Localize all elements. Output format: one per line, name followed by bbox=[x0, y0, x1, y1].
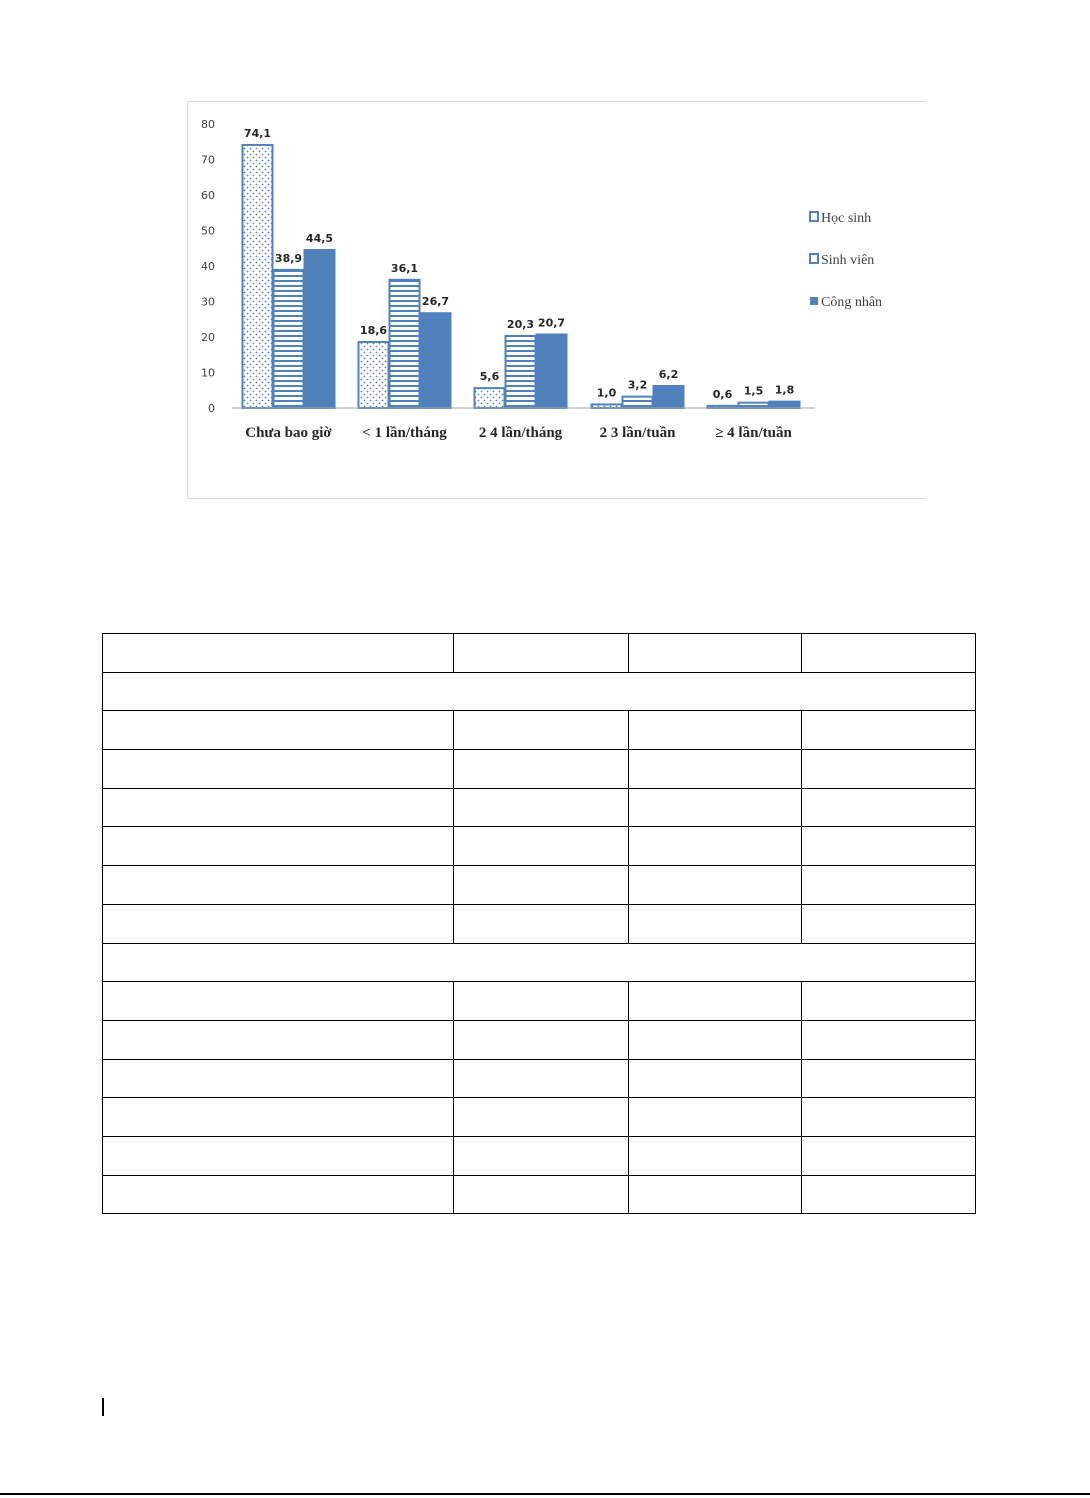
table-cell bbox=[454, 711, 629, 750]
table-cell bbox=[454, 788, 629, 827]
table-cell bbox=[629, 904, 802, 943]
x-axis bbox=[232, 408, 815, 441]
table-cell bbox=[103, 982, 454, 1021]
table-cell bbox=[802, 788, 976, 827]
table-row bbox=[103, 711, 976, 750]
table-row bbox=[103, 1020, 976, 1059]
table-cell bbox=[802, 711, 976, 750]
table-cell bbox=[629, 1175, 802, 1214]
table-cell bbox=[629, 750, 802, 789]
y-axis bbox=[201, 118, 215, 415]
table-row bbox=[103, 634, 976, 673]
table-cell bbox=[103, 1175, 454, 1214]
bottom-rule bbox=[0, 1493, 1090, 1495]
data-table bbox=[102, 633, 976, 1214]
x-category-label: 2 4 lần/tháng bbox=[478, 425, 563, 441]
x-category-label: Chưa bao giờ bbox=[245, 425, 332, 441]
y-tick-label: 0 bbox=[208, 402, 215, 415]
table-row bbox=[103, 1059, 976, 1098]
legend-swatch bbox=[810, 212, 818, 221]
table-row bbox=[103, 827, 976, 866]
table-cell bbox=[802, 1059, 976, 1098]
table-cell bbox=[629, 711, 802, 750]
table-cell bbox=[103, 750, 454, 789]
table-cell bbox=[454, 904, 629, 943]
table-cell bbox=[802, 1020, 976, 1059]
table-cell bbox=[103, 1136, 454, 1175]
table-row bbox=[103, 1175, 976, 1214]
bar-công-nhân bbox=[305, 250, 335, 408]
bar-value-label: 44,5 bbox=[305, 232, 334, 246]
table-cell bbox=[103, 827, 454, 866]
table-row bbox=[103, 1136, 976, 1175]
table-cell bbox=[103, 711, 454, 750]
bar-học-sinh bbox=[475, 388, 505, 408]
table-cell bbox=[103, 1020, 454, 1059]
table-cell bbox=[802, 750, 976, 789]
bar-value-label: 74,1 bbox=[243, 126, 272, 140]
table-cell bbox=[103, 904, 454, 943]
table-cell bbox=[802, 982, 976, 1021]
table-cell bbox=[103, 634, 454, 673]
grouped-bar-chart bbox=[0, 0, 1090, 520]
bar-value-label: 26,7 bbox=[421, 295, 450, 309]
table-cell bbox=[454, 1136, 629, 1175]
bar-value-label: 1,0 bbox=[596, 386, 617, 400]
legend-swatch bbox=[810, 254, 818, 263]
table-row bbox=[103, 904, 976, 943]
table-cell bbox=[802, 904, 976, 943]
bar-học-sinh bbox=[243, 145, 273, 408]
page-marker bbox=[102, 1398, 104, 1416]
y-tick-label: 60 bbox=[201, 189, 215, 202]
table-row bbox=[103, 982, 976, 1021]
table-row bbox=[103, 866, 976, 905]
table-cell bbox=[802, 1136, 976, 1175]
bar-value-label: 5,6 bbox=[479, 370, 500, 384]
table-cell bbox=[103, 866, 454, 905]
table-cell bbox=[802, 1175, 976, 1214]
bar-value-label: 36,1 bbox=[390, 261, 419, 275]
table-cell bbox=[629, 1020, 802, 1059]
table-cell bbox=[629, 1098, 802, 1137]
table-section-header bbox=[103, 672, 976, 711]
table-cell bbox=[802, 827, 976, 866]
bar-sinh-viên bbox=[274, 270, 304, 408]
bar-value-label: 6,2 bbox=[658, 367, 679, 381]
x-category-label: 2 3 lần/tuần bbox=[599, 425, 676, 441]
table-cell bbox=[454, 1175, 629, 1214]
bar-value-label: 38,9 bbox=[274, 251, 303, 265]
table-cell bbox=[629, 827, 802, 866]
y-tick-label: 50 bbox=[201, 224, 215, 238]
table-cell bbox=[802, 634, 976, 673]
table-cell bbox=[454, 827, 629, 866]
table-section-header-row bbox=[103, 943, 976, 982]
bar-value-label: 0,6 bbox=[712, 387, 733, 401]
table-row bbox=[103, 750, 976, 789]
table-cell bbox=[802, 866, 976, 905]
table-cell bbox=[454, 866, 629, 905]
table-row bbox=[103, 788, 976, 827]
table-section-header bbox=[103, 943, 976, 982]
table-section-header-row bbox=[103, 672, 976, 711]
y-tick-label: 30 bbox=[201, 295, 215, 309]
table-cell bbox=[629, 866, 802, 905]
table-cell bbox=[454, 634, 629, 673]
bars bbox=[243, 145, 800, 408]
bar-value-label: 1,8 bbox=[774, 383, 795, 397]
bar-value-label: 18,6 bbox=[359, 323, 388, 337]
y-tick-label: 10 bbox=[201, 366, 215, 380]
table-cell bbox=[103, 1098, 454, 1137]
legend-label: Học sinh bbox=[821, 211, 872, 226]
y-tick-label: 40 bbox=[201, 260, 215, 273]
y-tick-label: 20 bbox=[201, 331, 215, 344]
bar-học-sinh bbox=[592, 404, 622, 408]
table-cell bbox=[454, 1059, 629, 1098]
bar-sinh-viên bbox=[506, 336, 536, 408]
bar-value-label: 20,3 bbox=[506, 317, 535, 331]
x-category-label: ≥ 4 lần/tuần bbox=[715, 425, 792, 441]
table-cell bbox=[103, 1059, 454, 1098]
bar-công-nhân bbox=[421, 313, 451, 408]
table-cell bbox=[454, 750, 629, 789]
legend-label: Công nhân bbox=[821, 295, 883, 310]
table-cell bbox=[103, 788, 454, 827]
bar-học-sinh bbox=[359, 342, 389, 408]
table-cell bbox=[629, 788, 802, 827]
table-cell bbox=[629, 982, 802, 1021]
bar-sinh-viên bbox=[390, 280, 420, 408]
table-cell bbox=[629, 1136, 802, 1175]
y-tick-label: 70 bbox=[201, 153, 215, 167]
bar-công-nhân bbox=[654, 386, 684, 408]
bar-sinh-viên bbox=[623, 397, 653, 408]
x-category-label: < 1 lần/tháng bbox=[362, 425, 447, 441]
bar-công-nhân bbox=[537, 335, 567, 408]
table-row bbox=[103, 1098, 976, 1137]
y-tick-label: 80 bbox=[201, 118, 215, 131]
legend bbox=[810, 211, 882, 310]
table-cell bbox=[454, 982, 629, 1021]
bar-value-label: 20,7 bbox=[537, 316, 566, 330]
table-cell bbox=[629, 634, 802, 673]
table-cell bbox=[454, 1020, 629, 1059]
bar-sinh-viên bbox=[739, 403, 769, 408]
bar-công-nhân bbox=[770, 402, 800, 408]
legend-swatch bbox=[810, 297, 818, 305]
bar-value-label: 1,5 bbox=[743, 384, 764, 398]
table-cell bbox=[802, 1098, 976, 1137]
table-cell bbox=[454, 1098, 629, 1137]
bar-value-label: 3,2 bbox=[627, 378, 648, 392]
table-cell bbox=[629, 1059, 802, 1098]
legend-label: Sinh viên bbox=[821, 253, 875, 268]
